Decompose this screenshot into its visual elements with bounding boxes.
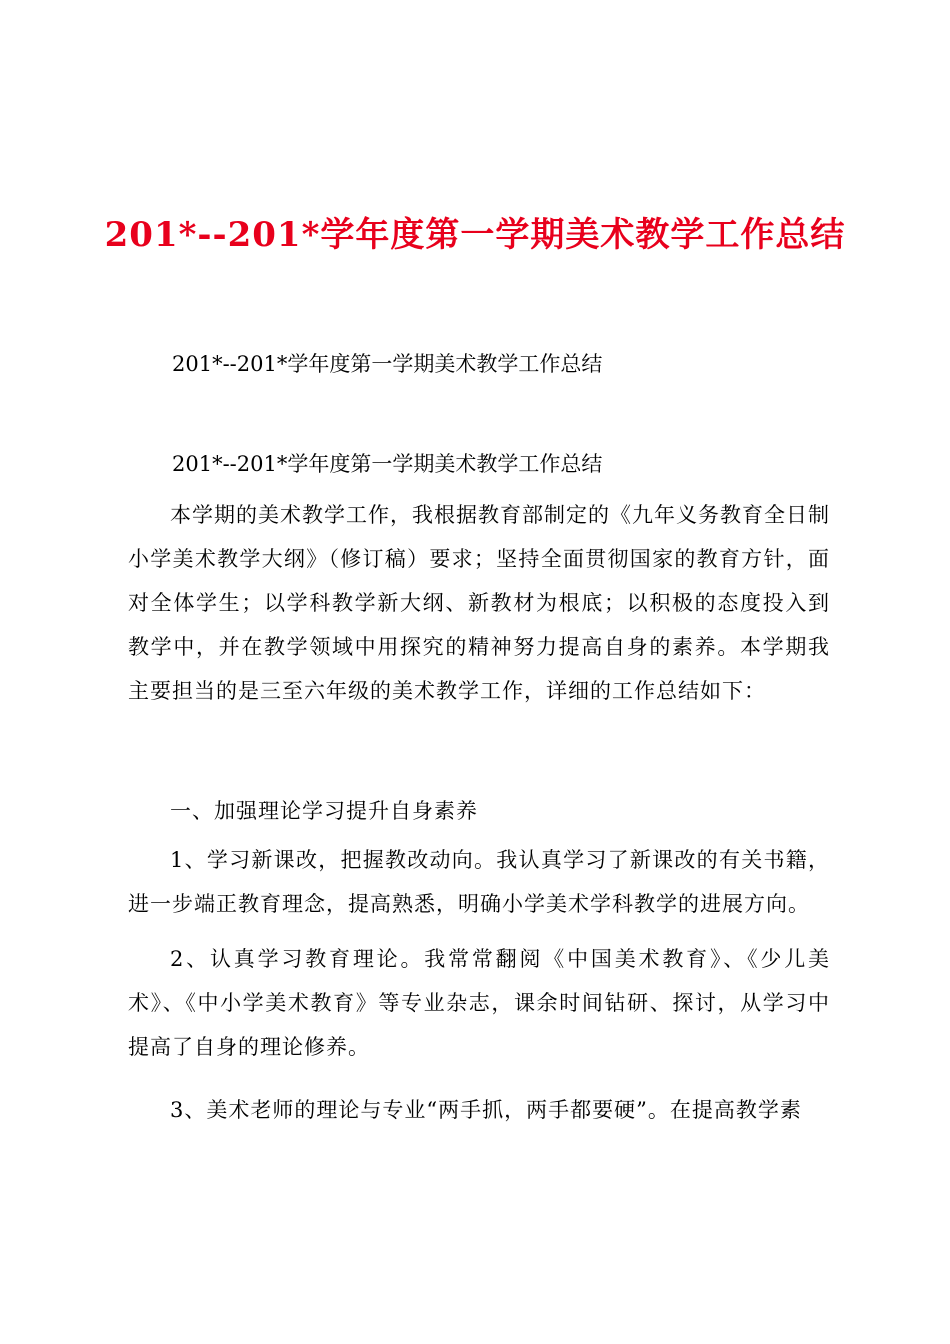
document-title: 201*--201*学年度第一学期美术教学工作总结 (104, 215, 846, 255)
document-subtitle: 201*--201*学年度第一学期美术教学工作总结 (172, 452, 603, 476)
section-heading: 一、加强理论学习提升自身素养 (170, 799, 478, 823)
document-subtitle: 201*--201*学年度第一学期美术教学工作总结 (172, 352, 603, 376)
intro-paragraph: 本学期的美术教学工作，我根据教育部制定的《九年义务教育全日制小学美术教学大纲》（修订稿）要求；坚持全面贯彻国家的教育方针，面对全体学生；以学科教学新大纲、新教材为根底；以积极的态度投入到教学中，并在教学领域中用探究的精神努力提高自身的素养。本学期我主要担当的是三至六年级的美术教学工作，详细的工作总结如下： (128, 503, 830, 703)
body-paragraph: 1、学习新课改，把握教改动向。我认真学习了新课改的有关书籍，进一步端正教育理念，提高熟悉，明确小学美术学科教学的进展方向。 (128, 848, 830, 916)
body-paragraph: 3、美术老师的理论与专业“两手抓，两手都要硬”。在提高教学素 (170, 1098, 802, 1122)
body-paragraph: 2、认真学习教育理论。我常常翻阅《中国美术教育》、《少儿美术》、《中小学美术教育》等专业杂志，课余时间钻研、探讨，从学习中提高了自身的理论修养。 (128, 947, 830, 1059)
